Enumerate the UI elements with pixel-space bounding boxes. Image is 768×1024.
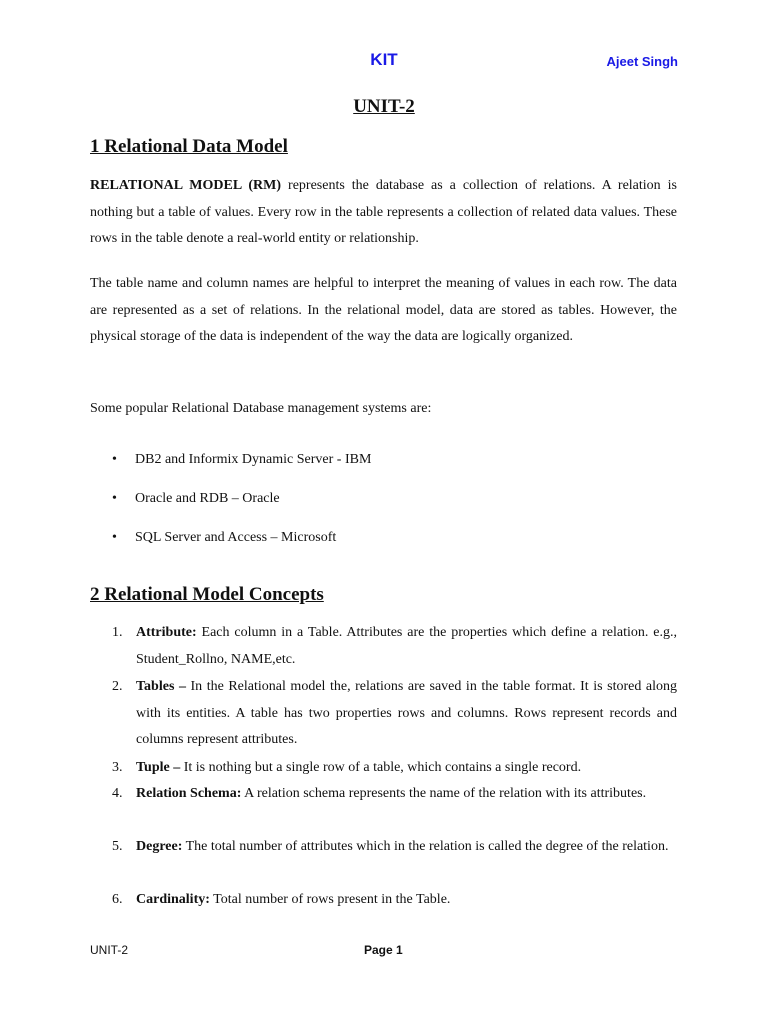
concept-item-tables	[136, 674, 677, 754]
concept-item-degree	[136, 834, 677, 861]
header-author: Ajeet Singh	[606, 54, 678, 69]
concept-item-relation-schema	[136, 781, 677, 808]
item-number: 5.	[112, 839, 123, 854]
item-term: Degree:	[136, 839, 183, 854]
item-term: Attribute:	[136, 625, 197, 640]
item-text: It is nothing but a single row of a table, which contains a single record.	[180, 760, 582, 775]
item-number: 2.	[112, 679, 123, 694]
section2-heading: 2 Relational Model Concepts	[90, 584, 324, 605]
concept-item-tuple	[136, 755, 677, 782]
relational-model-term: RELATIONAL MODEL (RM)	[90, 178, 282, 193]
item-term: Tuple –	[136, 760, 181, 775]
header-kit: KIT	[370, 50, 398, 69]
bullet-text: SQL Server and Access – Microsoft	[135, 530, 337, 545]
concept-item-attribute	[136, 620, 677, 673]
bullet-icon: •	[112, 530, 117, 545]
section1-paragraph1	[90, 173, 677, 253]
section1-heading: 1 Relational Data Model	[90, 136, 288, 157]
section1-paragraph3: Some popular Relational Database management systems are:	[90, 401, 432, 416]
item-term: Relation Schema:	[136, 786, 242, 801]
footer-page-number: Page 1	[364, 943, 403, 957]
item-number: 6.	[112, 892, 123, 907]
item-term: Tables –	[136, 679, 186, 694]
paragraph1-text: represents the database as a collection of relations. A relation is nothing but a table of values. Every row in the table represents a collection of related data values. These rows in the table denote a real-world entity or relationship.	[90, 178, 677, 246]
item-number: 3.	[112, 760, 123, 775]
bullet-text: Oracle and RDB – Oracle	[135, 491, 280, 506]
item-number: 1.	[112, 625, 123, 640]
concept-item-cardinality	[136, 887, 677, 914]
bullet-icon: •	[112, 491, 117, 506]
item-text: The total number of attributes which in the relation is called the degree of the relation.	[182, 839, 669, 854]
item-text: A relation schema represents the name of the relation with its attributes.	[241, 786, 647, 801]
item-text: In the Relational model the, relations are saved in the table format. It is stored along with its entities. A table has two properties rows and columns. Rows represent records and columns represent attributes.	[136, 679, 677, 747]
unit-title: UNIT-2	[353, 96, 415, 117]
footer-unit: UNIT-2	[90, 943, 129, 957]
bullet-icon: •	[112, 452, 117, 467]
section1-paragraph2: The table name and column names are helpful to interpret the meaning of values in each row. The data are represented as a set of relations. In the relational model, data are stored as tables. However, the physical storage of the data is independent of the way the data are logically organized.	[90, 276, 677, 344]
bullet-text: DB2 and Informix Dynamic Server - IBM	[135, 452, 372, 467]
item-term: Cardinality:	[136, 892, 210, 907]
item-number: 4.	[112, 786, 123, 801]
item-text: Each column in a Table. Attributes are the properties which define a relation. e.g., Student_Rollno, NAME,etc.	[136, 625, 677, 667]
item-text: Total number of rows present in the Table.	[209, 892, 451, 907]
